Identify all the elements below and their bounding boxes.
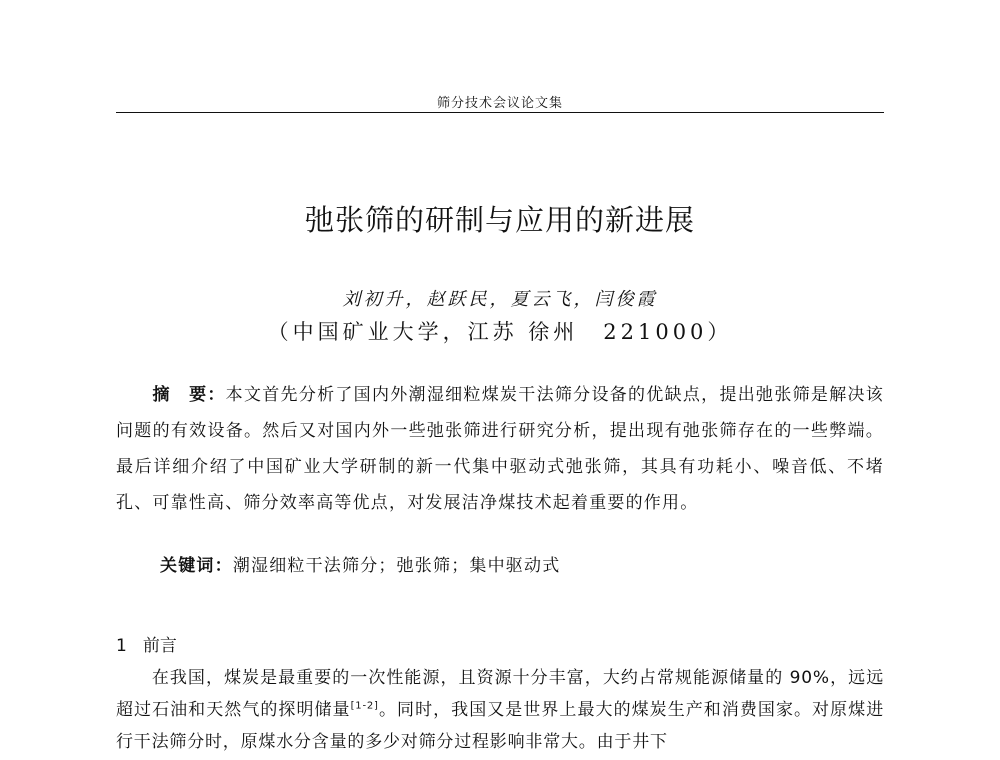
- body-text-2: 。同时，我国又是世界上最大的煤炭生产和消费国家。对原煤进行干法筛分时，原煤水分含量的多少对筛分过程影响非常大。由于井下: [116, 700, 884, 752]
- section-number: 1: [116, 636, 127, 656]
- affiliation: （中国矿业大学，江苏 徐州 221000）: [267, 320, 733, 344]
- keywords-text: 潮湿细粒干法筛分；弛张筛；集中驱动式: [232, 556, 561, 576]
- running-header: 筛分技术会议论文集: [436, 96, 563, 111]
- keywords: [160, 551, 884, 576]
- abstract-label: 摘 要：: [152, 385, 226, 405]
- keywords-label: 关键词：: [160, 556, 233, 576]
- abstract-text: 本文首先分析了国内外潮湿细粒煤炭干法筛分设备的优缺点，提出弛张筛是解决该问题的有效设备。然后又对国内外一些弛张筛进行研究分析，提出现有弛张筛存在的一些弊端。最后详细介绍了中国矿业大学研制的新一代集中驱动式弛张筛，其具有功耗小、噪音低、不堵孔、可靠性高、筛分效率高等优点，对发展洁净煤技术起着重要的作用。: [116, 385, 884, 513]
- authors: 刘初升，赵跃民，夏云飞，闫俊霞: [342, 289, 658, 310]
- paper-title: 弛张筛的研制与应用的新进展: [304, 203, 695, 237]
- section-title: 前言: [142, 636, 177, 656]
- body-text-1: 在我国，煤炭是最重要的一次性能源，且资源十分丰富，大约占常规能源储量的 90%，远远超过石油和天然气的探明储量: [116, 668, 884, 720]
- citation-ref: [1-2]: [350, 700, 379, 712]
- header-rule: [116, 112, 884, 113]
- abstract: [116, 377, 884, 521]
- section-heading: [116, 631, 177, 656]
- body-paragraph: [116, 662, 884, 758]
